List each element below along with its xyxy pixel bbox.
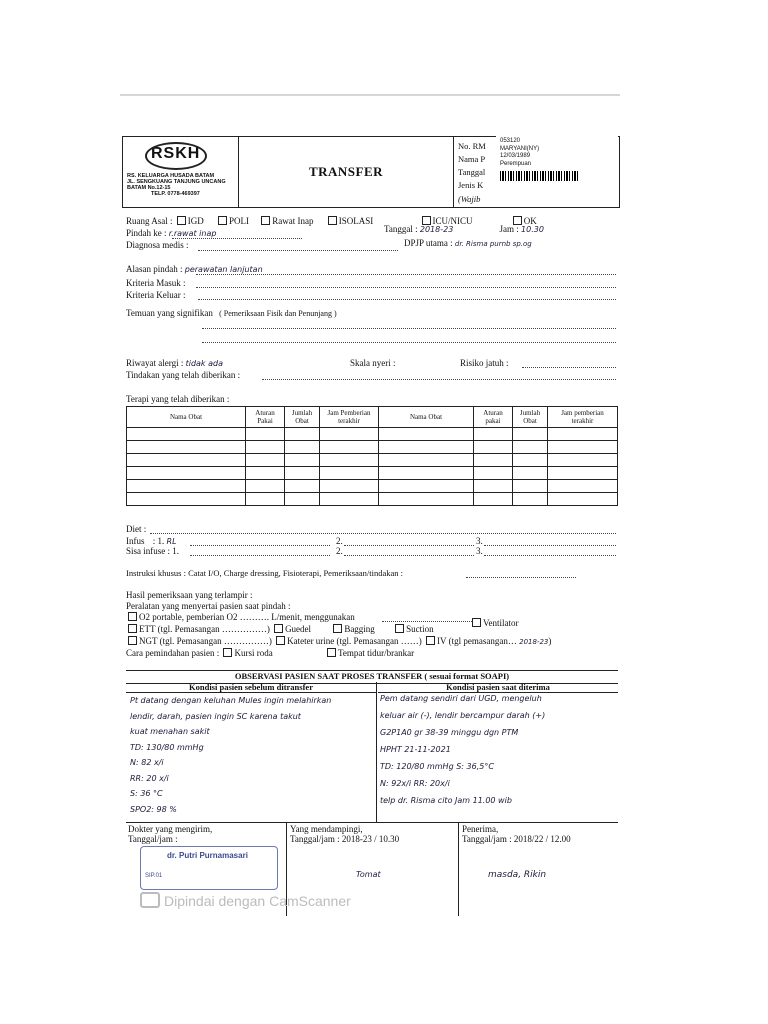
table-cell[interactable]: [285, 454, 320, 467]
table-cell[interactable]: [513, 428, 548, 441]
table-cell[interactable]: [379, 454, 474, 467]
terapi-label: Terapi yang telah diberikan :: [126, 394, 230, 404]
table-row: [127, 493, 618, 506]
table-cell[interactable]: [548, 493, 618, 506]
alasan-label: Alasan pindah :: [126, 264, 183, 274]
kriteria-keluar-line: [198, 299, 616, 300]
infus-line-1: [190, 545, 330, 546]
col-jam-pemberian-2: Jam pemberian terakhir: [548, 407, 618, 428]
checkbox-guedel[interactable]: [274, 624, 283, 633]
table-cell[interactable]: [474, 428, 513, 441]
patient-sticker: [496, 136, 618, 192]
bagging-label: Bagging: [344, 624, 375, 634]
table-cell[interactable]: [127, 467, 246, 480]
table-cell[interactable]: [474, 454, 513, 467]
watermark-text: Dipindai dengan CamScanner: [164, 893, 351, 909]
checkbox-igd[interactable]: [177, 216, 186, 225]
kriteria-keluar-label: Kriteria Keluar :: [126, 290, 186, 300]
option-icu: ICU/NICU: [432, 216, 473, 226]
checkbox-kateter[interactable]: [276, 636, 285, 645]
scan-edge: [120, 94, 620, 96]
infus-value[interactable]: RL: [166, 537, 177, 546]
sisa-line-3: [484, 555, 616, 556]
observation-note: HPHT 21-11-2021: [380, 745, 451, 754]
table-cell[interactable]: [246, 454, 285, 467]
stamp-name: dr. Putri Purnamasari: [167, 851, 248, 860]
penerima-signature: masda, Rikin: [488, 870, 547, 880]
pendamping-signature: Tomat: [356, 870, 381, 879]
pindah-ke-label: Pindah ke :: [126, 228, 167, 238]
label-tanggal: Tanggal: [458, 167, 486, 177]
table-cell[interactable]: [379, 480, 474, 493]
tindakan-line: [262, 379, 616, 380]
label-jenis-kelamin: Jenis K: [458, 180, 484, 190]
hospital-address: JL. SENGKUANG TANJUNG UNCANG BATAM No.12-15: [127, 179, 226, 191]
col-jam-pemberian: Jam Pemberian terakhir: [320, 407, 379, 428]
kriteria-masuk-line: [196, 287, 616, 288]
stamp-sip: SIP.01: [145, 873, 163, 879]
infus-line-3: [484, 545, 616, 546]
diagnosa-row: [126, 240, 189, 250]
table-cell[interactable]: [320, 467, 379, 480]
infus-line-2: [344, 545, 474, 546]
hospital-name: RS. KELUARGA HUSADA BATAM: [127, 173, 215, 179]
penerima-label: Penerima,: [462, 824, 499, 834]
option-poli: POLI: [229, 216, 249, 226]
hospital-phone: TELP. 0778-469397: [151, 191, 200, 197]
dpjp-row: [404, 238, 532, 248]
o2-row: [126, 612, 355, 622]
iv-label: IV (tgl pemasangan…: [437, 636, 517, 646]
pindah-ke-line: [172, 238, 302, 239]
dpjp-value[interactable]: dr. Risma purnb sp.og: [454, 240, 532, 248]
checkbox-bagging[interactable]: [333, 624, 342, 633]
table-cell[interactable]: [548, 441, 618, 454]
table-cell[interactable]: [379, 493, 474, 506]
sisa-row: Sisa infuse : 1.: [126, 546, 179, 556]
right-notes: [380, 682, 618, 822]
table-cell[interactable]: [513, 480, 548, 493]
alergi-row: [126, 358, 223, 368]
hospital-logo-box: [123, 137, 239, 207]
table-cell[interactable]: [548, 480, 618, 493]
temuan-row: [126, 308, 337, 318]
temuan-label: Temuan yang signifikan: [126, 308, 213, 318]
table-cell[interactable]: [320, 480, 379, 493]
dpjp-label: DPJP utama :: [404, 238, 453, 248]
observation-note: Pt datang dengan keluhan Mules ingin melahirkan: [130, 696, 332, 705]
checkbox-isolasi[interactable]: [328, 216, 337, 225]
pendamping-label: Yang mendampingi,: [290, 824, 363, 834]
tindakan-label: Tindakan yang telah diberikan :: [126, 370, 241, 380]
col-aturan-pakai-2: Aturan pakai: [474, 407, 513, 428]
ngt-label: NGT (tgl. Pemasangan ……………): [139, 636, 272, 646]
checkbox-suction[interactable]: [395, 624, 404, 633]
sisa-line-2: [344, 555, 474, 556]
table-cell[interactable]: [548, 467, 618, 480]
sticker-gender: Perempuan: [500, 160, 532, 167]
penerima-tanggal: Tanggal/jam : 2018/22 / 12.00: [462, 834, 571, 844]
observasi-title: OBSERVASI PASIEN SAAT PROSES TRANSFER ( sesuai format SOAPI): [126, 670, 618, 684]
observation-note: lendir, darah, pasien ingin SC karena takut: [130, 711, 301, 721]
table-cell[interactable]: [246, 493, 285, 506]
table-cell[interactable]: [285, 480, 320, 493]
diet-label: Diet :: [126, 524, 147, 534]
dokter-label: Dokter yang mengirim,: [128, 824, 213, 834]
table-cell[interactable]: [127, 480, 246, 493]
table-row: [127, 441, 618, 454]
table-cell[interactable]: [474, 467, 513, 480]
observation-note: S: 36 °C: [130, 789, 163, 798]
o2-label: O2 portable, pemberian O2 ………. L/menit, menggunakan: [139, 612, 355, 622]
infus-row: Infus : 1. RL: [126, 536, 177, 546]
col-nama-obat: Nama Obat: [127, 407, 246, 428]
table-row: [127, 480, 618, 493]
pindah-ke-row: [126, 228, 216, 238]
ventilator-label: Ventilator: [483, 618, 519, 628]
cara-row: [126, 648, 414, 658]
table-cell[interactable]: [285, 441, 320, 454]
suction-label: Suction: [406, 624, 434, 634]
table-cell[interactable]: [474, 480, 513, 493]
checkbox-rawat-inap[interactable]: [261, 216, 270, 225]
dokter-tanggal: Tanggal/jam :: [128, 834, 178, 844]
table-cell[interactable]: [127, 493, 246, 506]
checkbox-ngt[interactable]: [128, 636, 137, 645]
table-cell[interactable]: [513, 493, 548, 506]
iv-value[interactable]: 2018-23: [519, 638, 549, 646]
table-cell[interactable]: [285, 467, 320, 480]
sisa-line-1: [190, 555, 330, 556]
temuan-line-2: [202, 342, 616, 343]
label-no-rm: No. RM: [458, 141, 486, 151]
table-cell[interactable]: [246, 441, 285, 454]
temuan-note: ( Pemeriksaan Fisik dan Penunjang ): [219, 309, 337, 318]
alasan-line: [196, 274, 616, 275]
checkbox-o2[interactable]: [128, 612, 137, 621]
table-cell[interactable]: [127, 428, 246, 441]
label-wajib: (Wajib: [458, 194, 481, 204]
risiko-line: [522, 367, 616, 368]
checkbox-iv[interactable]: [426, 636, 435, 645]
option-igd: IGD: [187, 216, 204, 226]
observation-note: SPO2: 98 %: [130, 804, 177, 814]
table-cell[interactable]: [320, 454, 379, 467]
jam-value[interactable]: 10.30: [521, 225, 544, 234]
instruksi-line: [466, 577, 576, 578]
table-cell[interactable]: [285, 493, 320, 506]
ett-row: [126, 624, 434, 634]
skala-nyeri-label: Skala nyeri :: [350, 358, 396, 368]
observation-note: N: 92x/i RR: 20x/i: [380, 779, 450, 788]
col-aturan-pakai: Aturan Pakai: [246, 407, 285, 428]
hasil-label: Hasil pemeriksaan yang terlampir :: [126, 590, 253, 600]
ett-label: ETT (tgl. Pemasangan ……………): [139, 624, 270, 634]
table-cell[interactable]: [320, 493, 379, 506]
pendamping-tanggal: Tanggal/jam : 2018-23 / 10.30: [290, 834, 400, 844]
transfer-form-page: RSKH RS. KELUARGA HUSADA BATAM JL. SENGKUANG TANJUNG UNCANG BATAM No.12-15 TELP. 0778-469397 TRANSFER No. RM Nama P Tanggal Jenis K (Wajib 053120 MARYANI(NY) 12/03/1989 Perempuan Ruang Asal : IGD POLI Rawat Inap ISOLASI ICU/NICU OK Pindah ke : r.rawat inap Tanggal : 2018-23 Jam : 10.30 Diagnosa medis : DPJP utama : dr. Risma purnb sp.og Alasan pindah : perawatan lanjutan Kriteria Masuk : Kriteria Keluar : Temuan yang signifikan ( Pemeriksaan Fisik dan Penunjang ) Riwayat alergi : tidak ada Skala nyeri : Risiko jatuh : Tindakan yang telah diberikan : Terapi yang telah diberikan : Nama Obat Aturan Pakai Jumlah Obat Jam Pemberian terakhir Nama Obat Aturan pakai Jumlah Obat Jam pemberian terakhir Diet : Infus : 1. RL 2. 3. Sisa infuse : 1. 2. 3. Instruksi khusus : Catat I/O, Charge dressing, Fisioterapi, Pemeriksaan/tindakan : Hasil pemeriksaan yang terlampir : Peralatan yang menyertai pasien saat pindah : O2 portable, pemberian O2 ………. L/menit, menggunakan Ventilator ETT (tgl. Pemasangan ……………) Guedel Bagging Suction NGT (tgl. Pemasangan ……………) Kateter urine (tgl. Pemasangan ……) IV (tgl pemasangan… 2018-23) Cara pemindahan pasien : Kursi roda Tempat tidur/brankar OBSERVASI PASIEN SAAT PROSES TRANSFER ( sesuai format SOAPI) Kondisi pasien sebelum ditransfer Pt datang dengan keluhan Mules ingin melahirkan lendir, darah, pasien ingin SC karena takut kuat menahan sakit TD: 130/80 mmHg N: 82 x/i RR: 20 x/i S: 36 °C SPO2: 98 % Kondisi pasien saat diterima Pem datang sendiri dari UGD, mengeluh keluar air (-), lendir bercampur darah (+) G2P1A0 gr 38-39 minggu dgn PTM HPHT 21-11-2021 TD: 120/80 mmHg S: 36,5°C N: 92x/i RR: 20x/i telp dr. Risma cito Jam 11.00 wib Dokter yang mengirim, Tanggal/jam : dr. Putri Purnamasari SIP.01 Yang mendampingi, Tanggal/jam : 2018-23 / 10.30 Tomat Penerima, Tanggal/jam : 2018/22 / 12.00 masda, Rikin Dipindai dengan CamScanner: [120, 94, 620, 916]
checkbox-ventilator[interactable]: [472, 618, 481, 627]
table-row: [127, 467, 618, 480]
observation-note: RR: 20 x/i: [130, 773, 169, 783]
table-cell[interactable]: [379, 428, 474, 441]
table-cell[interactable]: [320, 428, 379, 441]
diet-line: [150, 533, 616, 534]
observasi-section: [126, 682, 618, 823]
observation-note: G2P1A0 gr 38-39 minggu dgn PTM: [380, 728, 519, 737]
option-ok: OK: [523, 216, 537, 226]
table-cell[interactable]: [320, 441, 379, 454]
table-cell[interactable]: [513, 441, 548, 454]
camscanner-watermark: [140, 892, 351, 909]
sticker-rm: 053120: [500, 138, 521, 144]
tempat-tidur-label: Tempat tidur/brankar: [337, 648, 415, 658]
table-cell[interactable]: [246, 467, 285, 480]
observasi-left: [126, 682, 377, 822]
checkbox-ett[interactable]: [128, 624, 137, 633]
drug-table-body: [127, 428, 618, 506]
sig-penerima: [458, 822, 618, 916]
temuan-line-1: [202, 328, 616, 329]
kursi-roda-label: Kursi roda: [234, 648, 273, 658]
risiko-jatuh-label: Risiko jatuh :: [460, 358, 509, 368]
table-cell[interactable]: [513, 454, 548, 467]
o2-line: [382, 621, 472, 622]
table-row: [127, 428, 618, 441]
diagnosa-label: Diagnosa medis :: [126, 240, 189, 250]
table-cell[interactable]: [246, 428, 285, 441]
tanggal-label: Tanggal :: [384, 224, 418, 234]
alasan-row: [126, 264, 263, 274]
hospital-logo: RSKH: [151, 145, 201, 162]
doctor-stamp: [140, 846, 278, 890]
table-cell[interactable]: [379, 467, 474, 480]
checkbox-poli[interactable]: [218, 216, 227, 225]
alasan-value[interactable]: perawatan lanjutan: [184, 265, 263, 274]
peralatan-label: Peralatan yang menyertai pasien saat pindah :: [126, 601, 291, 611]
sisa-label: Sisa infuse :: [126, 546, 170, 556]
table-cell[interactable]: [474, 441, 513, 454]
checkbox-kursi-roda[interactable]: [223, 648, 232, 657]
observation-note: TD: 120/80 mmHg S: 36,5°C: [380, 762, 494, 771]
form-title: TRANSFER: [239, 137, 454, 207]
drug-table: [126, 406, 618, 506]
camscanner-icon: [140, 892, 160, 908]
kateter-label: Kateter urine (tgl. Pemasangan ……): [287, 636, 422, 646]
sticker-name: MARYANI(NY): [500, 145, 540, 152]
col-nama-obat-2: Nama Obat: [379, 407, 474, 428]
label-nama: Nama P: [458, 154, 486, 164]
table-cell[interactable]: [127, 454, 246, 467]
jam-label: Jam :: [499, 224, 519, 234]
observation-note: Pem datang sendiri dari UGD, mengeluh: [380, 694, 542, 703]
alergi-value[interactable]: tidak ada: [185, 359, 223, 368]
observation-note: TD: 130/80 mmHg: [130, 742, 204, 752]
ventilator-row: [470, 618, 519, 628]
checkbox-tempat-tidur[interactable]: [327, 648, 336, 657]
guedel-label: Guedel: [285, 624, 312, 634]
left-head: Kondisi pasien sebelum ditransfer: [126, 682, 376, 693]
sticker-dob: 12/03/1989: [500, 153, 531, 159]
tanggal-row: [384, 224, 544, 234]
tanggal-value[interactable]: 2018-23: [419, 225, 454, 234]
ngt-row: NGT (tgl. Pemasangan ……………) Kateter urine (tgl. Pemasangan ……) IV (tgl pemasangan… 2018-23): [126, 636, 551, 646]
table-row: [127, 454, 618, 467]
table-cell[interactable]: [474, 493, 513, 506]
kriteria-masuk-label: Kriteria Masuk :: [126, 278, 186, 288]
option-rawat-inap: Rawat Inap: [272, 216, 314, 226]
observation-note: N: 82 x/i: [130, 758, 164, 767]
right-head: Kondisi pasien saat diterima: [378, 682, 618, 693]
observation-note: keluar air (-), lendir bercampur darah (+): [380, 711, 546, 720]
table-cell[interactable]: [246, 480, 285, 493]
table-cell[interactable]: [513, 467, 548, 480]
col-jumlah-obat: Jumlah Obat: [285, 407, 320, 428]
pindah-ke-value[interactable]: r.rawat inap: [168, 229, 217, 238]
infus-label: Infus: [126, 536, 145, 546]
table-cell[interactable]: [548, 428, 618, 441]
col-jumlah-obat-2: Jumlah Obat: [513, 407, 548, 428]
barcode: [500, 171, 578, 181]
observation-note: telp dr. Risma cito Jam 11.00 wib: [380, 796, 512, 805]
table-cell[interactable]: [548, 454, 618, 467]
diagnosa-line: [198, 250, 398, 251]
option-isolasi: ISOLASI: [338, 216, 374, 226]
table-cell[interactable]: [379, 441, 474, 454]
table-cell[interactable]: [127, 441, 246, 454]
hospital-info: [127, 173, 238, 197]
alergi-label: Riwayat alergi :: [126, 358, 184, 368]
instruksi-label: Instruksi khusus : Catat I/O, Charge dressing, Fisioterapi, Pemeriksaan/tindakan :: [126, 568, 403, 578]
cara-label: Cara pemindahan pasien :: [126, 648, 220, 658]
table-cell[interactable]: [285, 428, 320, 441]
observation-note: kuat menahan sakit: [130, 727, 210, 736]
ruang-asal-label: Ruang Asal :: [126, 216, 173, 226]
